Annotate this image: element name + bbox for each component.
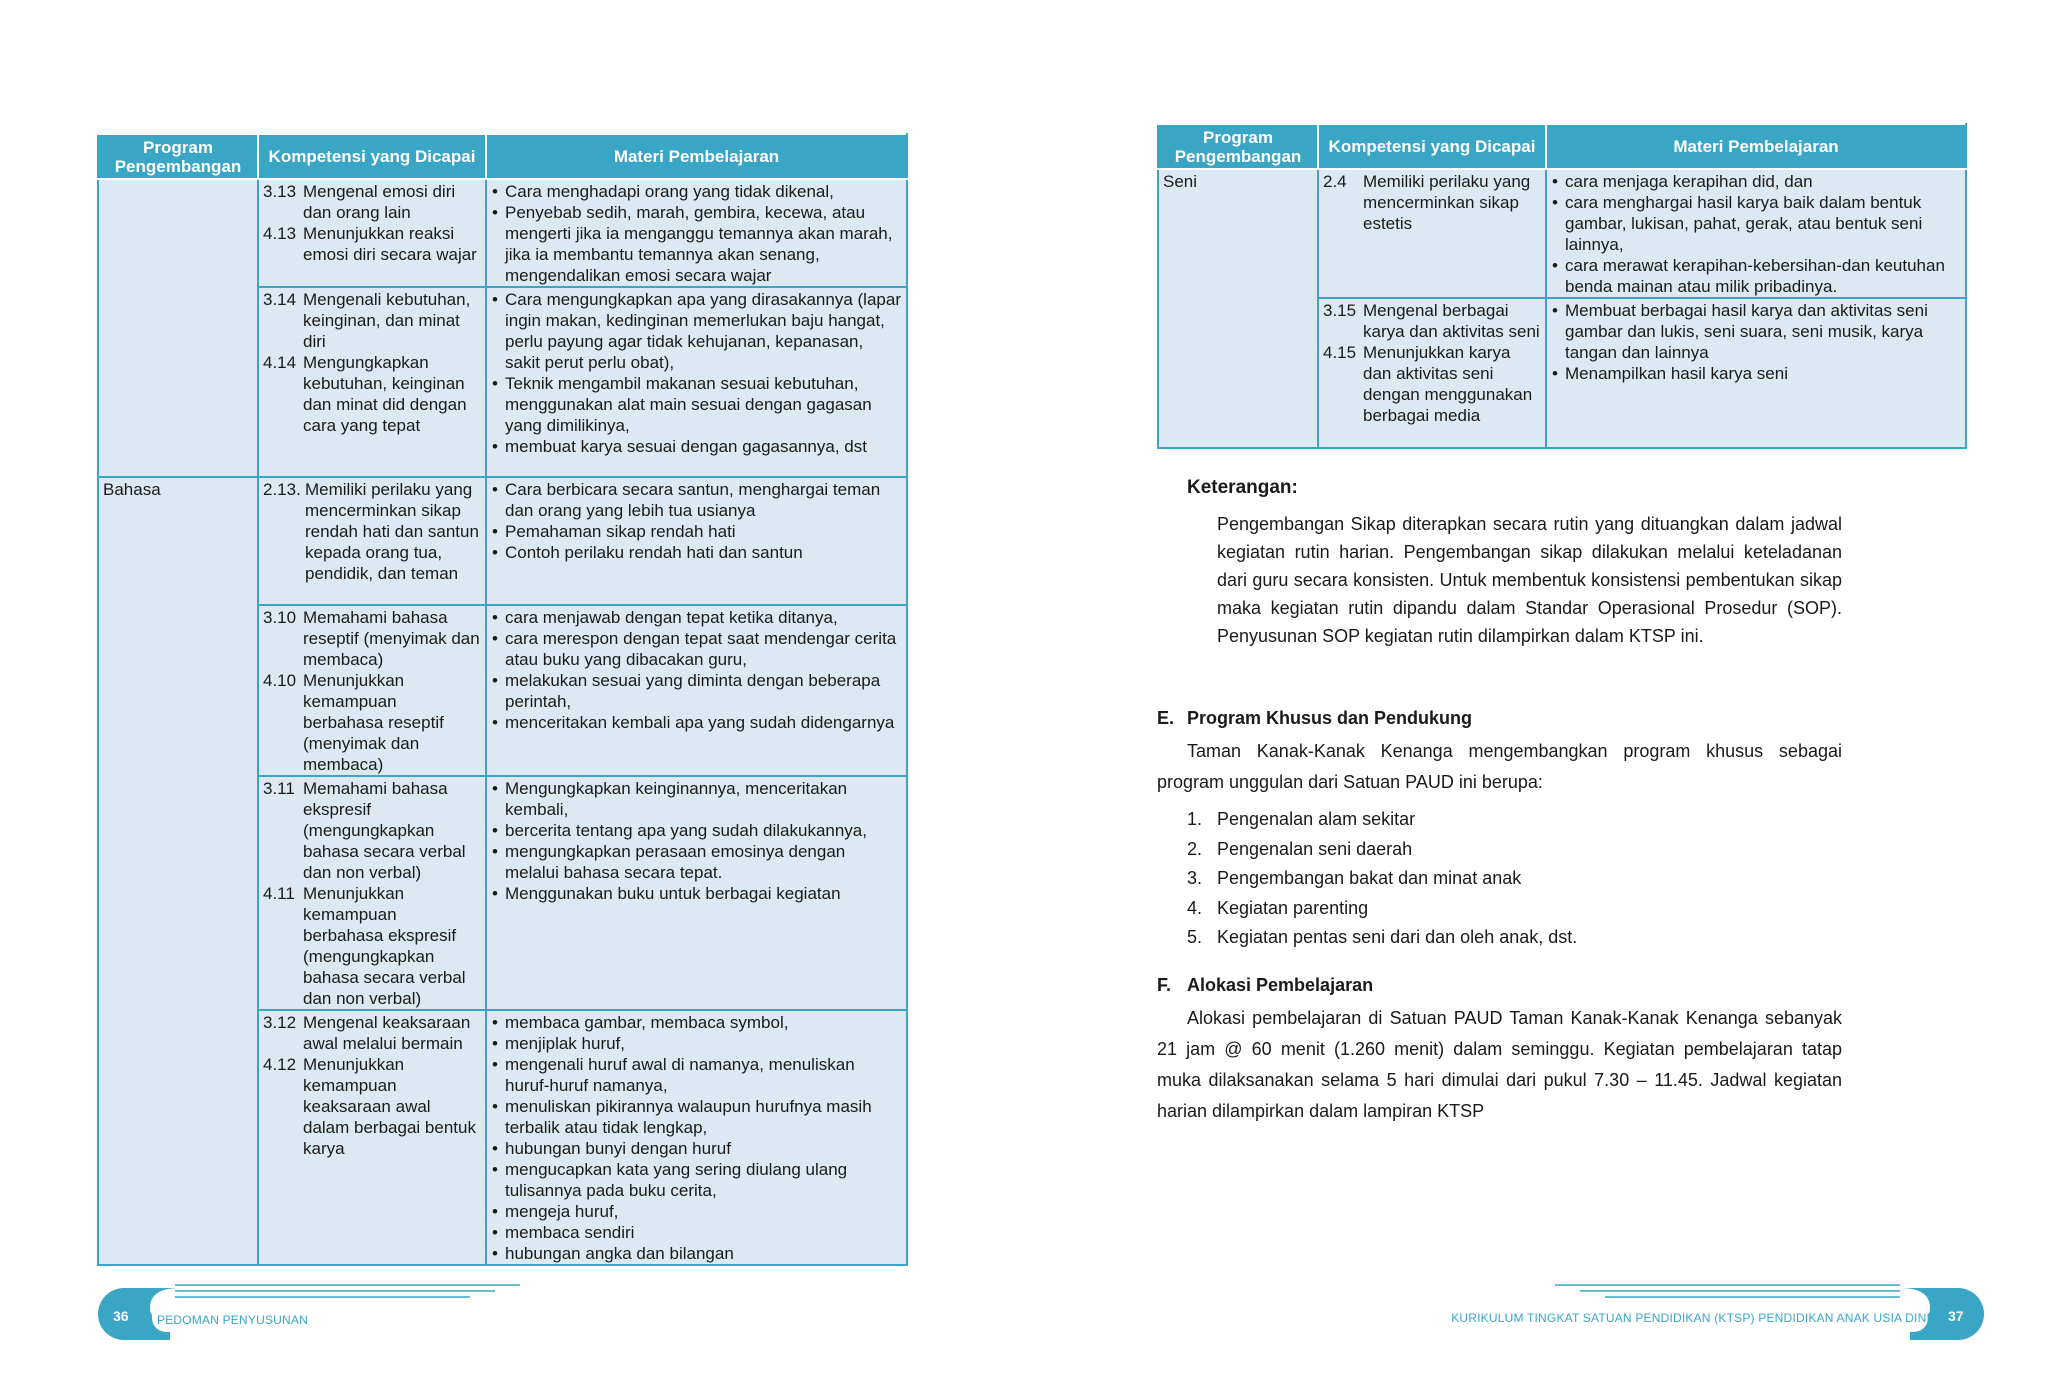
materi-item: • Penyebab sedih, marah, gembira, kecewa, atau mengerti jika ia menganggu temannya akan marah, jika ia membantu temannya akan senang, mengendalikan emosi secara wajar [491,202,902,286]
kompetensi-item [263,1012,481,1054]
kompetensi-number: 2.13. [263,480,301,499]
table-row [1158,169,1966,298]
competency-table-right [1157,123,1967,449]
footer-left-text: PEDOMAN PENYUSUNAN [157,1313,308,1327]
section-f-letter: F. [1157,975,1172,995]
materi-item: • mengenali huruf awal di namanya, menuliskan huruf-huruf namanya, [491,1054,902,1096]
list-item-text: Pengenalan seni daerah [1217,838,1413,859]
kompetensi-text: Mengenal berbagai karya dan aktivitas seni [1363,301,1540,341]
kompetensi-item [1323,300,1541,342]
materi-item: • cara menjaga kerapihan did, dan [1551,171,1961,192]
materi-item: • Mengungkapkan keinginannya, menceritakan kembali, [491,778,902,820]
materi-item: • Cara menghadapi orang yang tidak dikenal, [491,181,902,202]
kompetensi-number: 3.10 [263,608,297,627]
section-e-heading [1157,708,1472,729]
table-row [98,179,907,287]
materi-item: • Contoh perilaku rendah hati dan santun [491,542,902,563]
materi-item: • menceritakan kembali apa yang sudah didengarnya [491,712,902,733]
section-f-heading [1157,975,1373,996]
materi-item: • cara merawat kerapihan-kebersihan-dan keutuhan benda mainan atau milik pribadinya. [1551,255,1961,297]
materi-item: • Menampilkan hasil karya seni [1551,363,1961,384]
materi-item: • Cara mengungkapkan apa yang dirasakannya (lapar ingin makan, kedinginan memerlukan baju hangat, perlu payung agar tidak kehujanan, kepanasan, sakit perut perlu obat), [491,289,902,373]
kompetensi-text: Memahami bahasa ekspresif (mengungkapkan bahasa secara verbal dan non verbal) [303,779,466,882]
kompetensi-number: 4.10 [263,671,297,690]
materi-cell [1546,169,1966,298]
materi-item: • Menggunakan buku untuk berbagai kegiatan [491,883,902,904]
list-item-text: Pengembangan bakat dan minat anak [1217,868,1522,888]
header-program: Program Pengembangan [1158,124,1318,169]
kompetensi-number: 4.15 [1323,343,1357,362]
materi-item: • mengeja huruf, [491,1201,902,1222]
keterangan-body: Pengembangan Sikap diterapkan secara rutin yang dituangkan dalam jadwal kegiatan rutin harian. Pengembangan sikap dilakukan melalui keteladanan dari guru secara konsisten. Untuk membentuk konsistensi pembentukan sikap maka kegiatan rutin dipandu dalam Standar Operasional Prosedur (SOP). Penyusunan SOP kegiatan rutin dilampirkan dalam KTSP ini. [1217,514,1842,646]
section-e-list [1187,805,1577,953]
materi-item: • mengucapkan kata yang sering diulang ulang tulisannya pada buku cerita, [491,1159,902,1201]
kompetensi-number: 4.14 [263,353,297,372]
kompetensi-number: 4.13 [263,224,297,243]
program-cell [98,179,258,477]
kompetensi-item [263,883,481,1009]
kompetensi-text: Mengungkapkan kebutuhan, keinginan dan minat did dengan cara yang tepat [303,353,467,435]
header-program: Program Pengembangan [98,134,258,179]
header-materi: Materi Pembelajaran [1546,124,1966,169]
materi-item: • Cara berbicara secara santun, menghargai teman dan orang yang lebih tua usianya [491,479,902,521]
kompetensi-text: Mengenal emosi diri dan orang lain [303,182,456,222]
table-row [98,477,907,605]
materi-cell [486,477,907,605]
footer-decoration [0,1270,2048,1390]
section-e-title: Program Khusus dan Pendukung [1187,708,1473,728]
header-kompetensi: Kompetensi yang Dicapai [258,134,486,179]
kompetensi-cell [258,477,486,605]
kompetensi-text: Menunjukkan kemampuan berbahasa reseptif (menyimak dan membaca) [303,671,444,774]
list-item-text: Pengenalan alam sekitar [1217,809,1416,829]
list-item [1187,923,1577,953]
kompetensi-cell [258,776,486,1010]
materi-item: • membaca sendiri [491,1222,902,1243]
kompetensi-number: 4.12 [263,1055,297,1074]
kompetensi-item [263,479,481,584]
materi-cell [486,605,907,776]
list-item-number: 4. [1187,897,1203,918]
materi-item: • melakukan sesuai yang diminta dengan beberapa perintah, [491,670,902,712]
kompetensi-text: Mengenal keaksaraan awal melalui bermain [303,1013,471,1053]
kompetensi-text: Menunjukkan karya dan aktivitas seni dengan menggunakan berbagai media [1363,343,1533,425]
kompetensi-item [263,352,481,436]
kompetensi-item [263,181,481,223]
page-number-right: 37 [1948,1308,1964,1324]
list-item [1187,805,1577,835]
table-header-row [98,134,907,179]
competency-table-left [97,133,908,1266]
kompetensi-item [1323,342,1541,426]
list-item-number: 5. [1187,927,1203,947]
materi-item: • hubungan bunyi dengan huruf [491,1138,902,1159]
kompetensi-cell [1318,298,1546,448]
kompetensi-cell [258,287,486,477]
section-f-body: Alokasi pembelajaran di Satuan PAUD Taman Kanak-Kanak Kenanga sebanyak 21 jam @ 60 menit (1.260 menit) dalam seminggu. Kegiatan pembelajaran tatap muka dilaksanakan selama 5 hari dimulai dari pukul 7.30 – 11.45. Jadwal kegiatan harian dilampirkan dalam lampiran KTSP [1157,1008,1842,1121]
materi-cell [486,179,907,287]
materi-cell [486,1010,907,1265]
kompetensi-text: Mengenali kebutuhan, keinginan, dan minat diri [303,290,471,351]
materi-cell [1546,298,1966,448]
materi-item: • Teknik mengambil makanan sesuai kebutuhan, menggunakan alat main sesuai dengan gagasan yang dimilikinya, [491,373,902,436]
materi-item: • mengungkapkan perasaan emosinya dengan melalui bahasa secara tepat. [491,841,902,883]
kompetensi-number: 4.11 [263,884,295,903]
materi-item: • menjiplak huruf, [491,1033,902,1054]
kompetensi-text: Memiliki perilaku yang mencerminkan sikap estetis [1363,172,1531,233]
kompetensi-text: Menunjukkan kemampuan berbahasa ekspresif (mengungkapkan bahasa secara verbal dan non verbal) [303,884,466,1008]
kompetensi-text: Menunjukkan reaksi emosi diri secara wajar [303,224,477,264]
materi-item: • membuat karya sesuai dengan gagasannya, dst [491,436,902,457]
section-f-title: Alokasi Pembelajaran [1187,975,1374,995]
kompetensi-cell [258,605,486,776]
kompetensi-item [263,223,481,265]
kompetensi-number: 2.4 [1323,172,1347,191]
kompetensi-cell [1318,169,1546,298]
kompetensi-item [263,670,481,775]
table-header-row [1158,124,1966,169]
list-item [1187,894,1577,924]
list-item-text: Kegiatan parenting [1217,897,1369,918]
materi-item: • membaca gambar, membaca symbol, [491,1012,902,1033]
materi-item: • cara merespon dengan tepat saat mendengar cerita atau buku yang dibacakan guru, [491,628,902,670]
list-item [1187,864,1577,894]
kompetensi-number: 3.15 [1323,301,1357,320]
materi-item: • hubungan angka dan bilangan [491,1243,902,1264]
materi-item: • cara menjawab dengan tepat ketika ditanya, [491,607,902,628]
kompetensi-number: 3.14 [263,290,297,309]
kompetensi-item [263,607,481,670]
kompetensi-item [263,289,481,352]
materi-cell [486,776,907,1010]
kompetensi-text: Menunjukkan kemampuan keaksaraan awal dalam berbagai bentuk karya [303,1055,476,1158]
footer-right-text: KURIKULUM TINGKAT SATUAN PENDIDIKAN (KTSP) PENDIDIKAN ANAK USIA DINI [1451,1311,1930,1325]
keterangan-title: Keterangan: [1187,477,1298,498]
program-cell: Bahasa [98,477,258,1265]
materi-item: • bercerita tentang apa yang sudah dilakukannya, [491,820,902,841]
list-item-number: 1. [1187,809,1203,829]
section-e-letter: E. [1157,708,1175,728]
kompetensi-cell [258,179,486,287]
kompetensi-number: 3.13 [263,182,297,201]
kompetensi-cell [258,1010,486,1265]
kompetensi-item [263,1054,481,1159]
materi-item: • Pemahaman sikap rendah hati [491,521,902,542]
kompetensi-item [263,778,481,883]
kompetensi-item [1323,171,1541,234]
header-materi: Materi Pembelajaran [486,134,907,179]
materi-cell [486,287,907,477]
materi-item: • menuliskan pikirannya walaupun hurufnya masih terbalik atau tidak lengkap, [491,1096,902,1138]
page-number-left: 36 [113,1308,129,1324]
list-item [1187,835,1577,865]
list-item-text: Kegiatan pentas seni dari dan oleh anak, dst. [1217,927,1578,947]
section-e-intro: Taman Kanak-Kanak Kenanga mengembangkan program khusus sebagai program unggulan dari Satuan PAUD ini berupa: [1157,741,1842,792]
materi-item: • Membuat berbagai hasil karya dan aktivitas seni gambar dan lukis, seni suara, seni musik, karya tangan dan lainnya [1551,300,1961,363]
kompetensi-number: 3.12 [263,1013,297,1032]
header-kompetensi: Kompetensi yang Dicapai [1318,124,1546,169]
list-item-number: 3. [1187,868,1203,888]
materi-item: • cara menghargai hasil karya baik dalam bentuk gambar, lukisan, pahat, gerak, atau bentuk seni lainnya, [1551,192,1961,255]
kompetensi-text: Memiliki perilaku yang mencerminkan sikap rendah hati dan santun kepada orang tua, pendidik, dan teman [305,480,479,583]
kompetensi-text: Memahami bahasa reseptif (menyimak dan membaca) [303,608,480,669]
list-item-number: 2. [1187,838,1203,859]
program-cell: Seni [1158,169,1318,448]
kompetensi-number: 3.11 [263,779,295,798]
